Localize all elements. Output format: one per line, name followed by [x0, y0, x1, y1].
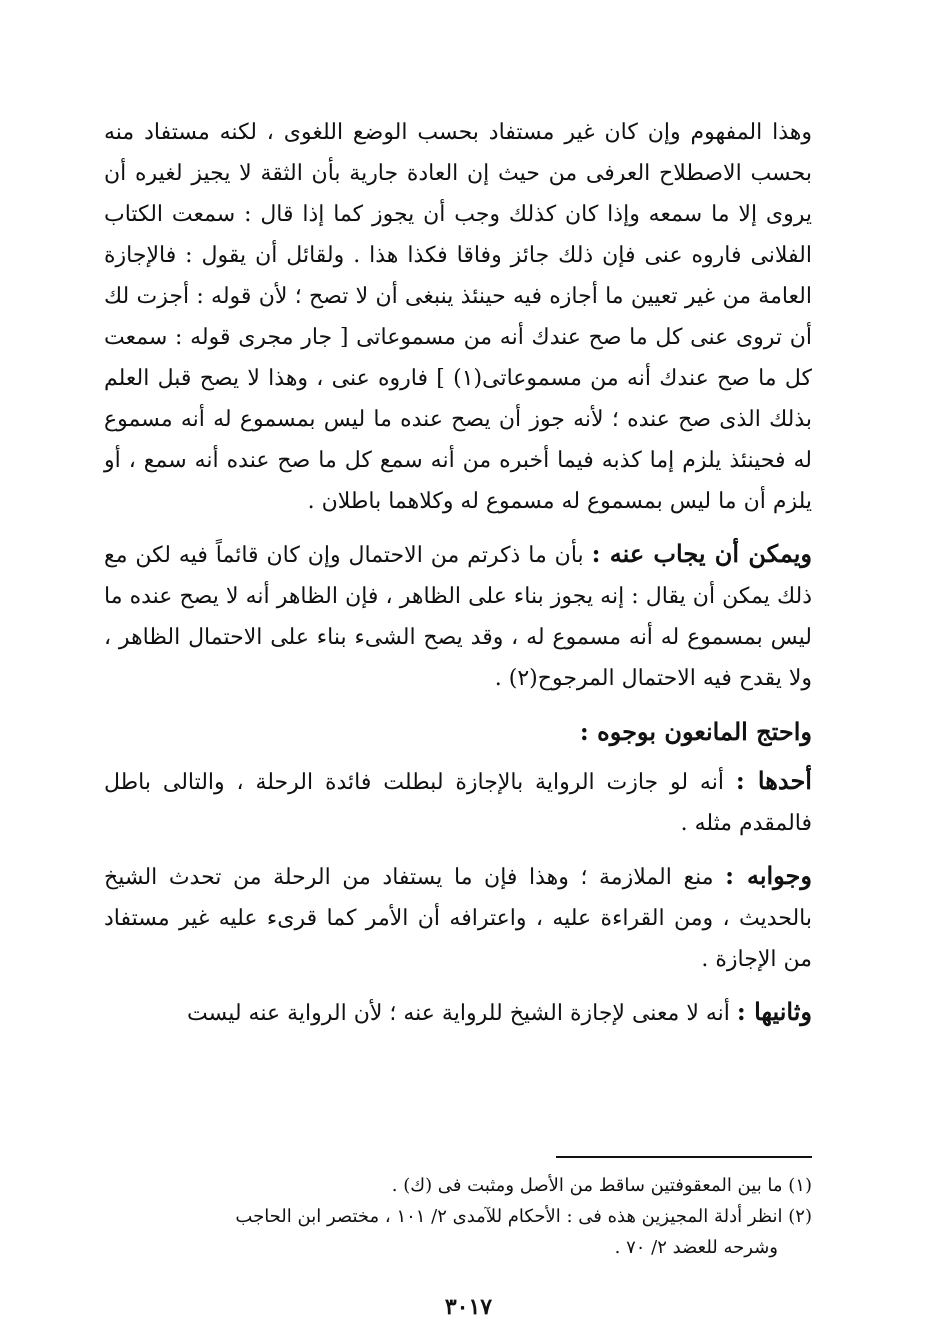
paragraph-3 — [104, 760, 812, 844]
footnote-divider — [556, 1156, 812, 1158]
page-number: ٣٠١٧ — [444, 1294, 493, 1320]
footnotes — [104, 1170, 812, 1263]
paragraph-1: وهذا المفهوم وإن كان غير مستفاد بحسب الوضع اللغوى ، لكنه مستفاد منه بحسب الاصطلاح العرفى من حيث إن العادة جارية بأن الثقة لا يجيز لغيره أن يروى إلا ما سمعه وإذا كان كذلك وجب أن يجوز كما إذا قال : سمعت الكتاب الفلانى فاروه عنى فإن ذلك جائز وفاقا فكذا هذا . ولقائل أن يقول : فالإجازة العامة من غير تعيين ما أجازه فيه حينئذ ينبغى أن لا تصح ؛ لأن قوله : أجزت لك أن تروى عنى كل ما صح عندك أنه من مسموعاتى [ جار مجرى قوله : سمعت كل ما صح عندك أنه من مسموعاتى(١) ] فاروه عنى ، وهذا لا يصح قبل العلم بذلك الذى صح عنده ؛ لأنه جوز أن يصح عنده ما ليس بمسموع له أنه مسموع له فحينئذ يلزم إما كذبه فيما أخبره من أنه سمع كل ما صح عنده أنه سمع ، أو يلزم أن ما ليس بمسموع له مسموع له وكلاهما باطلان . — [104, 120, 812, 514]
footnote-2-line-2: وشرحه للعضد ٢/ ٧٠ . — [614, 1237, 778, 1258]
paragraph-5-lead: وثانيها : — [736, 997, 812, 1026]
paragraph-2-lead: ويمكن أن يجاب عنه : — [591, 539, 813, 568]
paragraph-4-text: منع الملازمة ؛ وهذا فإن ما يستفاد من الرحلة من تحدث الشيخ بالحديث ، ومن القراءة عليه ، واعترافه أن الأمر كما قرىء عليه غير مستفاد من الإجازة . — [104, 865, 813, 972]
paragraph-3-lead: أحدها : — [735, 766, 812, 795]
paragraph-2-text: بأن ما ذكرتم من الاحتمال وإن كان قائماً فيه لكن مع ذلك يمكن أن يقال : إنه يجوز بناء على الظاهر ، فإن الظاهر أنه لا يصح عنده ما ليس بمسموع له أنه مسموع له ، وقد يصح الشىء بناء على الاحتمال الظاهر ، ولا يقدح فيه الاحتمال المرجوح(٢) . — [104, 543, 812, 691]
paragraph-3-text: أنه لو جازت الرواية بالإجازة لبطلت فائدة الرحلة ، والتالى باطل فالمقدم مثله . — [104, 770, 812, 836]
paragraph-4-lead: وجوابه : — [725, 861, 812, 890]
paragraph-2 — [104, 533, 812, 699]
paragraph-5 — [104, 991, 812, 1034]
footnote-1: (١) ما بين المعقوفتين ساقط من الأصل ومثبت فى (ك) . — [391, 1175, 812, 1196]
paragraph-4 — [104, 855, 812, 980]
main-text — [104, 112, 812, 1034]
paragraph-5-text: أنه لا معنى لإجازة الشيخ للرواية عنه ؛ لأن الرواية عنه ليست — [186, 1001, 730, 1026]
section-heading: واحتج المانعون بوجوه : — [579, 717, 812, 746]
footnote-2-line-1: (٢) انظر أدلة المجيزين هذه فى : الأحكام للآمدى ٢/ ١٠١ ، مختصر ابن الحاجب — [235, 1206, 812, 1227]
